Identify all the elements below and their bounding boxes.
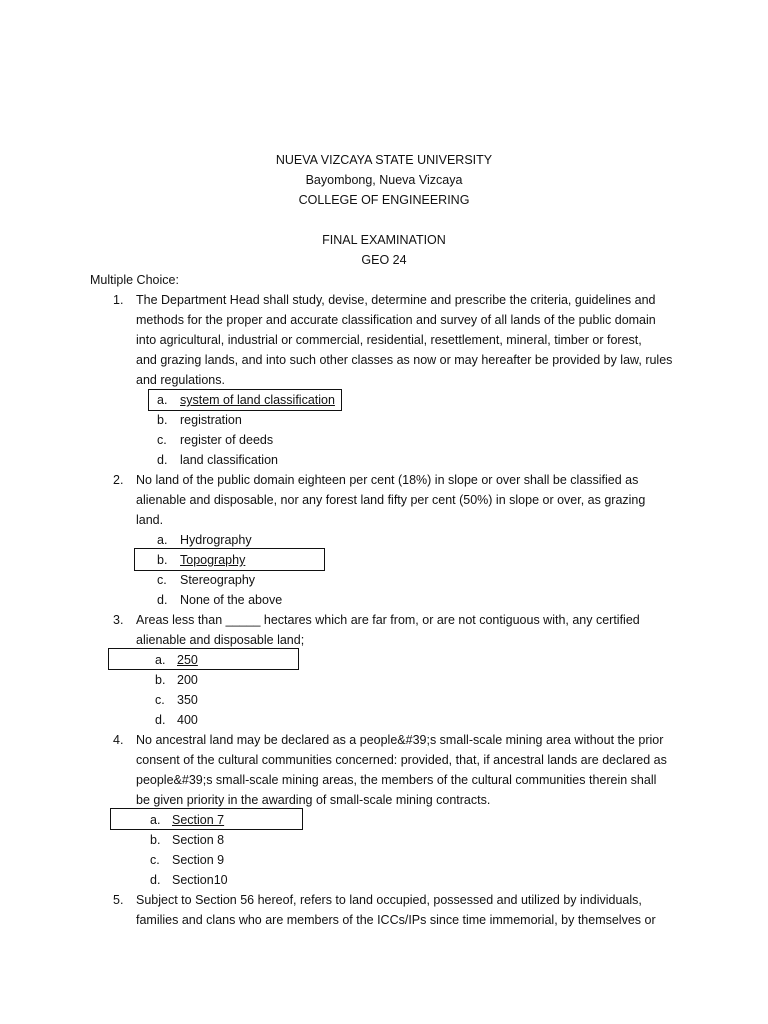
university-location: Bayombong, Nueva Vizcaya [305,173,463,187]
choice-text: registration [180,413,242,427]
choice-text: Stereography [180,573,256,587]
choice-text-selected: 250 [177,653,198,667]
choice-text: 200 [177,673,198,687]
question-line: No land of the public domain eighteen per cent (18%) in slope or over shall be classified as [136,473,639,487]
choice-text: Section10 [172,873,228,887]
choice-letter: c. [157,573,167,587]
course-code: GEO 24 [361,253,407,267]
choice-letter: c. [150,853,160,867]
question-number: 1. [113,293,124,307]
question-line: alienable and disposable, nor any forest land fifty per cent (50%) in slope or over, as grazing [136,493,646,507]
choice-text: land classification [180,453,278,467]
question-line: methods for the proper and accurate classification and survey of all lands of the public domain [136,313,656,327]
question-number: 4. [113,733,124,747]
choice-letter: b. [157,553,168,567]
choice-letter: a. [157,393,168,407]
choice-text: Section 9 [172,853,225,867]
choice-text: None of the above [180,593,283,607]
choice-text: Hydrography [180,533,252,547]
choice-letter: d. [157,453,168,467]
question-line: into agricultural, industrial or commercial, residential, resettlement, mineral, timber or forest, [136,333,642,347]
question-line: be given priority in the awarding of small-scale mining contracts. [136,793,491,807]
question-number: 2. [113,473,124,487]
question-number: 5. [113,893,124,907]
college-name: COLLEGE OF ENGINEERING [298,193,470,207]
choice-letter: d. [157,593,168,607]
question-line: No ancestral land may be declared as a people&#39;s small-scale mining area without the prior [136,733,664,747]
university-name: NUEVA VIZCAYA STATE UNIVERSITY [275,153,493,167]
choice-letter: c. [157,433,167,447]
choice-letter: b. [155,673,166,687]
choice-text: 350 [177,693,198,707]
question-line: people&#39;s small-scale mining areas, the members of the cultural communities therein shall [136,773,657,787]
question-line: land. [136,513,164,527]
choice-letter: d. [150,873,161,887]
exam-title: FINAL EXAMINATION [322,233,446,247]
choice-text-selected: Topography [180,553,246,567]
choice-letter: c. [155,693,165,707]
question-line: The Department Head shall study, devise, determine and prescribe the criteria, guidelines and [136,293,656,307]
question-line: alienable and disposable land; [136,633,305,647]
question-line: Subject to Section 56 hereof, refers to land occupied, possessed and utilized by individuals, [136,893,642,907]
choice-letter: a. [155,653,166,667]
question-line: and regulations. [136,373,225,387]
question-line: families and clans who are members of the ICCs/IPs since time immemorial, by themselves or [136,913,656,927]
answer-box [108,648,299,670]
choice-letter: a. [157,533,168,547]
choice-letter: b. [150,833,161,847]
choice-text-selected: system of land classification [180,393,335,407]
question-number: 3. [113,613,124,627]
question-line: Areas less than _____ hectares which are far from, or are not contiguous with, any certified [136,613,640,627]
question-line: consent of the cultural communities concerned: provided, that, if ancestral lands are declared as [136,753,667,767]
section-title: Multiple Choice: [90,273,179,287]
question-line: and grazing lands, and into such other classes as now or may hereafter be provided by law, rules [136,353,673,367]
choice-text: 400 [177,713,198,727]
choice-text: register of deeds [180,433,274,447]
choice-letter: b. [157,413,168,427]
choice-text: Section 8 [172,833,225,847]
choice-letter: a. [150,813,161,827]
choice-letter: d. [155,713,166,727]
choice-text-selected: Section 7 [172,813,225,827]
